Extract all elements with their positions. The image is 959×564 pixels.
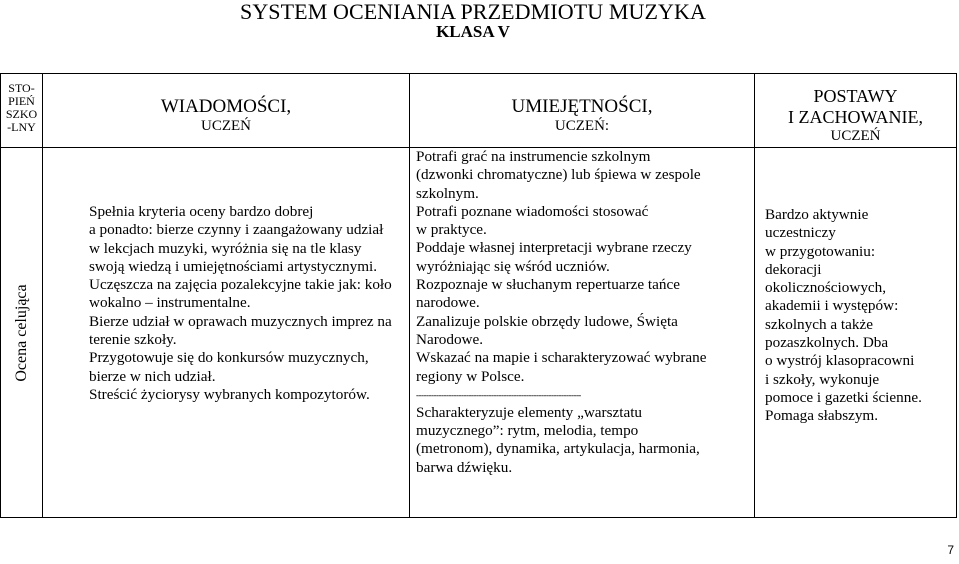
attitudes-line: dekoracji [765,260,822,278]
attitudes-line: pomoce i gazetki ścienne. [765,388,922,406]
attitudes-line: szkolnych a także [765,315,873,333]
page-number: 7 [947,543,954,557]
header-grade-level-line: PIEŃ [8,94,35,108]
skills-line: (metronom), dynamika, artykulacja, harmonia, [416,440,700,458]
skills-line: regiony w Polsce. [416,367,525,385]
attitudes-cell [755,148,957,518]
knowledge-line: bierze w nich udział. [89,367,216,385]
skills-cell [410,148,755,518]
skills-line: wyróżniając się wśród uczniów. [416,257,610,275]
skills-line: (dzwonki chromatyczne) lub śpiewa w zespole [416,166,701,184]
header-grade-level [1,74,43,148]
knowledge-cell [43,148,410,518]
skills-line: Poddaje własnej interpretacji wybrane rzeczy [416,239,692,257]
attitudes-line: i szkoły, wykonuje [765,370,880,388]
knowledge-line: a ponadto: bierze czynny i zaangażowany udział [89,221,384,239]
skills-separator: ------------------------------------------------------------------ [416,389,581,400]
header-skills [410,74,755,148]
header-attitudes [755,74,957,148]
skills-line: Potrafi poznane wiadomości stosować [416,202,649,220]
header-attitudes-line: UCZEŃ [830,128,881,144]
knowledge-line: Bierze udział w oprawach muzycznych imprez na [89,312,392,330]
attitudes-line: o wystrój klasopracowni [765,352,915,370]
header-attitudes-line: POSTAWY [813,86,898,106]
skills-line: w praktyce. [416,221,487,239]
knowledge-line: Przygotowuje się do konkursów muzycznych, [89,349,369,367]
knowledge-line: swoją wiedzą i umiejętnościami artystycznymi. [89,257,378,275]
attitudes-line: akademii i występów: [765,297,899,315]
skills-line: Zanalizuje polskie obrzędy ludowe, Święta [416,312,678,330]
knowledge-line: Spełnia kryteria oceny bardzo dobrej [89,203,314,220]
skills-line: szkolnym. [416,184,479,202]
skills-line: barwa dźwięku. [416,458,513,476]
grade-cell [1,148,43,518]
header-grade-level-line: -LNY [7,120,36,134]
skills-line: Rozpoznaje w słuchanym repertuarze tańce [416,276,680,294]
skills-line: Potrafi grać na instrumencie szkolnym [416,148,651,165]
grade-row [1,148,957,518]
attitudes-line: Pomaga słabszym. [765,407,879,425]
skills-line: Wskazać na mapie i scharakteryzować wybrane [416,349,707,367]
document-subtitle: KLASA V [436,22,510,41]
document-title: SYSTEM OCENIANIA PRZEDMIOTU MUZYKA [239,0,706,24]
grade-label: Ocena celująca [12,283,30,382]
header-grade-level-line: SZKO [5,107,38,121]
header-grade-level-line: STO- [8,81,35,95]
attitudes-line: uczestniczy [765,224,836,242]
header-knowledge-line: WIADOMOŚCI, [160,96,292,117]
grading-table [0,73,957,518]
attitudes-line: okolicznościowych, [765,279,887,297]
header-knowledge-line: UCZEŃ [201,118,251,134]
header-skills-line: UMIEJĘTNOŚCI, [511,96,653,117]
attitudes-line: Bardzo aktywnie [765,206,869,223]
header-row [1,74,957,148]
header-skills-line: UCZEŃ: [554,118,610,134]
skills-line: Scharakteryzuje elementy „warsztatu [416,403,643,421]
knowledge-line: wokalno – instrumentalne. [89,294,251,312]
skills-line: narodowe. [416,294,480,312]
knowledge-line: Uczęszcza na zajęcia pozalekcyjne takie jak: koło [89,276,392,294]
knowledge-line: terenie szkoły. [89,331,177,349]
attitudes-line: pozaszkolnych. Dba [765,334,889,352]
skills-line: muzycznego”: rytm, melodia, tempo [416,422,639,440]
knowledge-line: w lekcjach muzyki, wyróżnia się na tle klasy [89,239,362,257]
skills-line: Narodowe. [416,330,484,348]
knowledge-line: Streścić życiorysy wybranych kompozytorów. [89,385,370,403]
header-attitudes-line: I ZACHOWANIE, [788,107,923,127]
attitudes-line: w przygotowaniu: [765,242,876,260]
header-knowledge [43,74,410,148]
